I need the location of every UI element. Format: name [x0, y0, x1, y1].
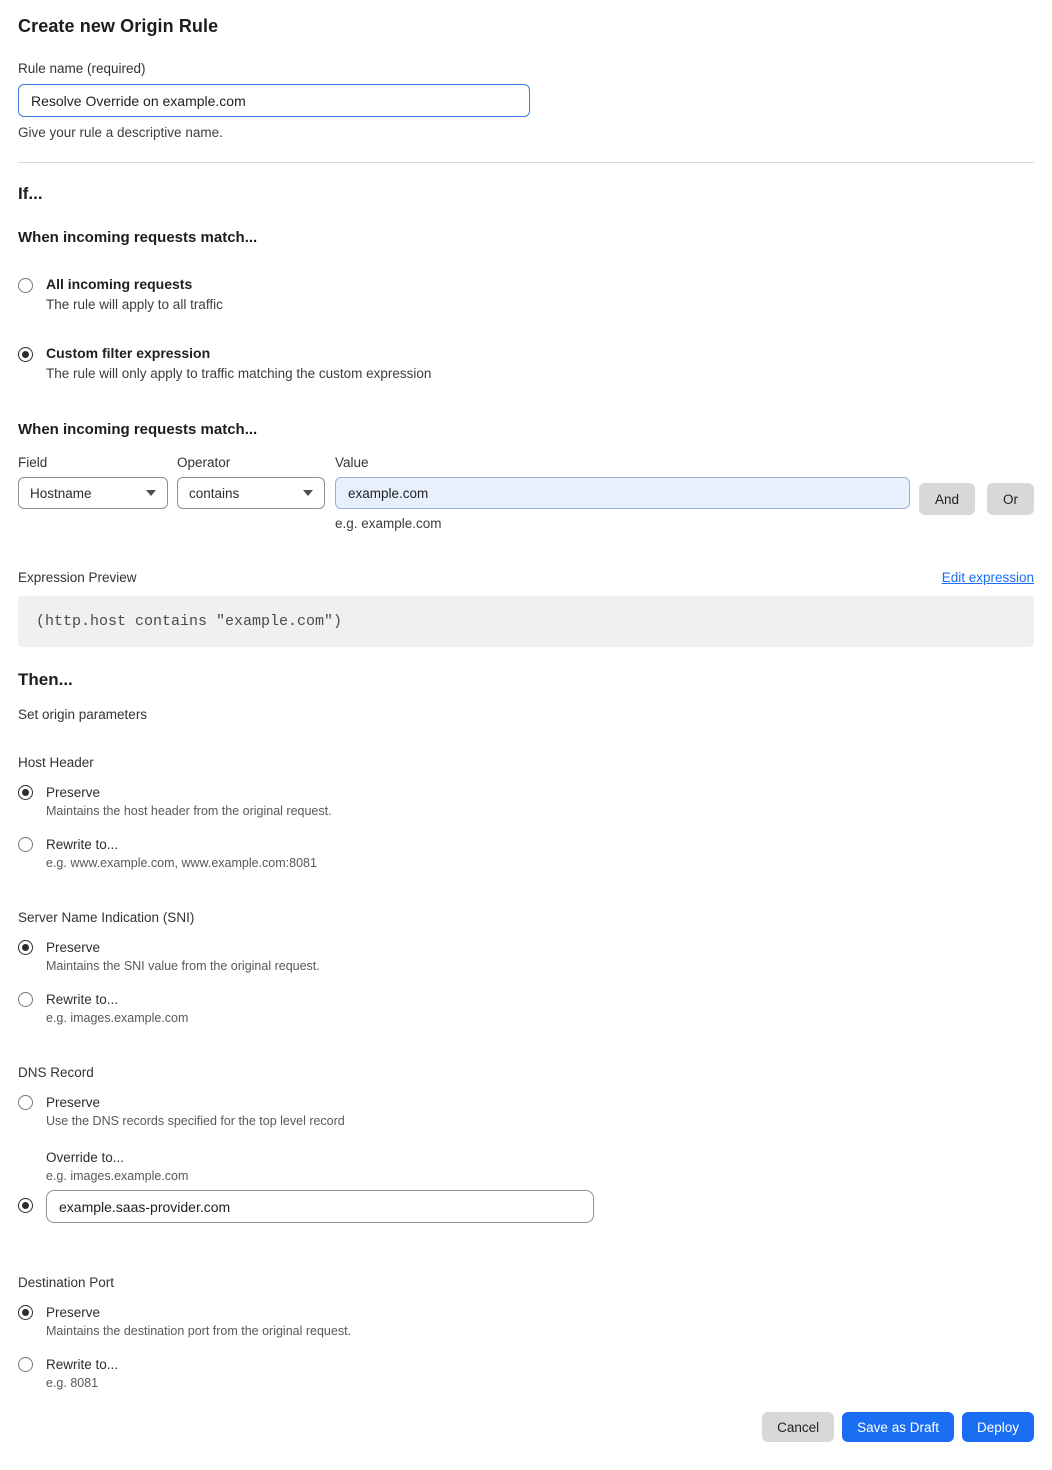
- expression-preview-code: (http.host contains "example.com"): [18, 596, 1034, 647]
- chevron-down-icon: [303, 490, 313, 496]
- value-label: Value: [335, 455, 369, 470]
- destination-port-preserve-option[interactable]: [18, 1305, 1034, 1338]
- radio-dns-preserve[interactable]: [18, 1095, 33, 1110]
- rule-name-label: Rule name (required): [18, 61, 146, 76]
- expression-builder-row: [18, 455, 1034, 531]
- option-label: Preserve: [46, 940, 101, 955]
- operator-select-value: contains: [189, 485, 240, 501]
- section-divider: [18, 162, 1034, 163]
- radio-custom-filter-expression[interactable]: [18, 347, 33, 362]
- deploy-button[interactable]: Deploy: [962, 1412, 1034, 1442]
- or-button[interactable]: Or: [987, 483, 1034, 515]
- option-label: Preserve: [46, 785, 101, 800]
- edit-expression-link[interactable]: Edit expression: [941, 570, 1034, 585]
- option-description: e.g. www.example.com, www.example.com:8081: [46, 856, 317, 870]
- option-description: Maintains the host header from the original request.: [46, 804, 332, 818]
- save-as-draft-button[interactable]: Save as Draft: [842, 1412, 954, 1442]
- and-button[interactable]: And: [919, 483, 975, 515]
- chevron-down-icon: [146, 490, 156, 496]
- option-description: Maintains the SNI value from the original request.: [46, 959, 320, 973]
- rule-name-input[interactable]: [18, 84, 530, 117]
- option-label: Rewrite to...: [46, 1357, 119, 1372]
- radio-all-incoming-requests[interactable]: [18, 278, 33, 293]
- destination-port-label: Destination Port: [18, 1275, 115, 1290]
- radio-host-header-preserve[interactable]: [18, 785, 33, 800]
- sni-preserve-option[interactable]: [18, 940, 1034, 973]
- operator-select[interactable]: [177, 477, 325, 509]
- option-description: The rule will only apply to traffic matching the custom expression: [46, 366, 432, 381]
- field-select[interactable]: [18, 477, 168, 509]
- host-header-rewrite-option[interactable]: [18, 837, 1034, 870]
- then-section-heading: Then...: [18, 670, 73, 689]
- incoming-match-heading: When incoming requests match...: [18, 229, 258, 246]
- rule-name-help: Give your rule a descriptive name.: [18, 125, 223, 140]
- dns-override-input[interactable]: [46, 1190, 594, 1223]
- option-custom-filter-expression[interactable]: [18, 345, 1034, 381]
- cancel-button[interactable]: Cancel: [762, 1412, 834, 1442]
- option-label: All incoming requests: [46, 276, 193, 292]
- radio-host-header-rewrite[interactable]: [18, 837, 33, 852]
- option-description: Use the DNS records specified for the top level record: [46, 1114, 345, 1128]
- field-label: Field: [18, 455, 48, 470]
- option-label: Preserve: [46, 1305, 101, 1320]
- host-header-preserve-option[interactable]: [18, 785, 1034, 818]
- expression-builder-heading: When incoming requests match...: [18, 421, 258, 438]
- option-label: Override to...: [46, 1150, 125, 1165]
- footer-actions: [18, 1412, 1034, 1442]
- option-description: Maintains the destination port from the original request.: [46, 1324, 352, 1338]
- option-label: Custom filter expression: [46, 345, 211, 361]
- dns-override-option[interactable]: [18, 1150, 1034, 1223]
- sni-label: Server Name Indication (SNI): [18, 910, 195, 925]
- radio-sni-rewrite[interactable]: [18, 992, 33, 1007]
- option-description: The rule will apply to all traffic: [46, 297, 223, 312]
- option-label: Preserve: [46, 1095, 101, 1110]
- dns-record-label: DNS Record: [18, 1065, 94, 1080]
- destination-port-rewrite-option[interactable]: [18, 1357, 1034, 1390]
- option-description: e.g. images.example.com: [46, 1011, 189, 1025]
- value-input[interactable]: [335, 477, 910, 509]
- radio-destination-port-rewrite[interactable]: [18, 1357, 33, 1372]
- field-select-value: Hostname: [30, 485, 92, 501]
- sni-rewrite-option[interactable]: [18, 992, 1034, 1025]
- if-section-heading: If...: [18, 184, 43, 203]
- host-header-label: Host Header: [18, 755, 94, 770]
- option-description: e.g. 8081: [46, 1376, 99, 1390]
- option-description: e.g. images.example.com: [46, 1169, 189, 1183]
- radio-sni-preserve[interactable]: [18, 940, 33, 955]
- radio-destination-port-preserve[interactable]: [18, 1305, 33, 1320]
- option-all-incoming-requests[interactable]: [18, 276, 1034, 312]
- expression-preview-label: Expression Preview: [18, 570, 137, 585]
- dns-preserve-option[interactable]: [18, 1095, 1034, 1128]
- expression-preview-header: [18, 570, 1034, 585]
- value-help: e.g. example.com: [335, 516, 442, 531]
- operator-label: Operator: [177, 455, 231, 470]
- set-origin-parameters-label: Set origin parameters: [18, 707, 148, 722]
- option-label: Rewrite to...: [46, 992, 119, 1007]
- page-title: Create new Origin Rule: [18, 16, 219, 36]
- option-label: Rewrite to...: [46, 837, 119, 852]
- radio-dns-override[interactable]: [18, 1198, 33, 1213]
